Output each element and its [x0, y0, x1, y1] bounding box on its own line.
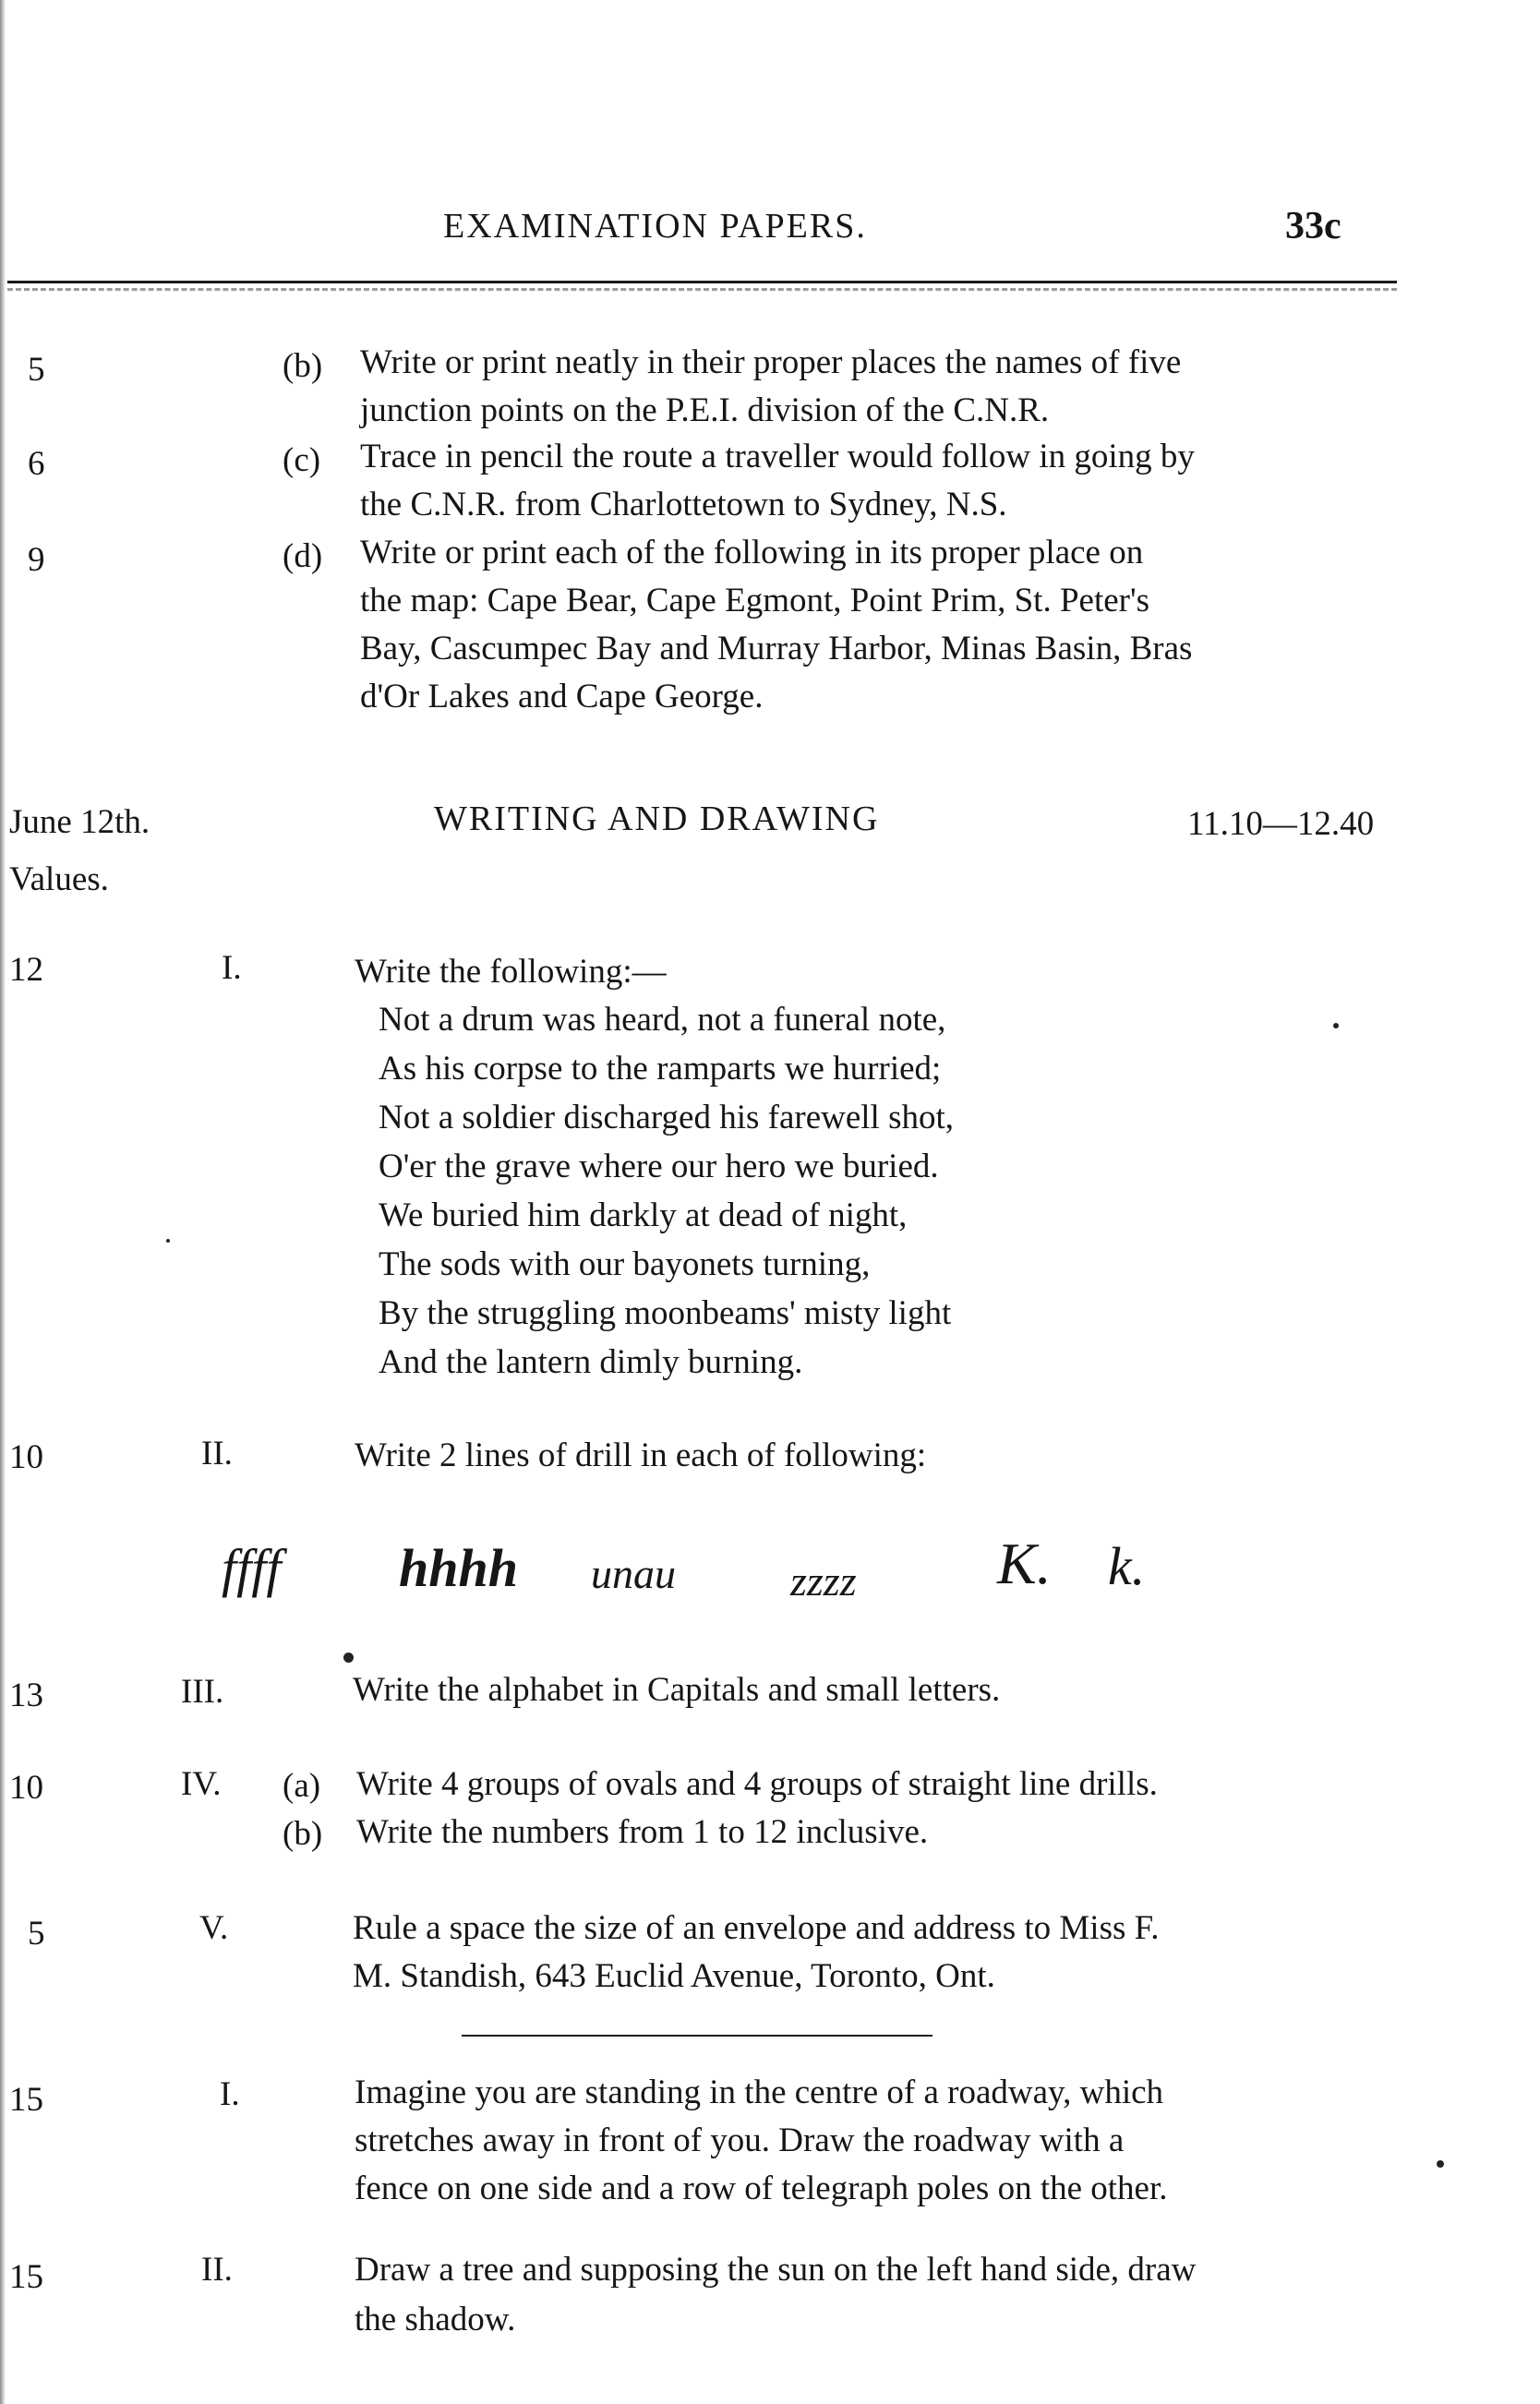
scan-speck [166, 1239, 170, 1243]
question-text-line: d'Or Lakes and Cape George. [360, 678, 764, 715]
scan-speck [1437, 2160, 1444, 2168]
page-title: EXAMINATION PAPERS. [443, 207, 867, 246]
question-text: Write the alphabet in Capitals and small letters. [353, 1671, 1001, 1709]
question-part-label: (a) [283, 1767, 321, 1805]
question-text-line: the map: Cape Bear, Cape Egmont, Point Prim, St. Peter's [360, 582, 1150, 619]
question-number: I. [222, 949, 242, 987]
question-text-line: Write or print neatly in their proper places the names of five [360, 343, 1182, 381]
question-part-label: (b) [283, 347, 323, 385]
question-text: Write the following:— [355, 953, 667, 991]
question-number: II. [201, 1435, 233, 1472]
question-text-line: M. Standish, 643 Euclid Avenue, Toronto, Ont. [353, 1957, 995, 1995]
question-value: 15 [9, 2258, 43, 2296]
exam-date: June 12th. [9, 803, 150, 841]
question-text-line: Rule a space the size of an envelope and address to Miss F. [353, 1909, 1160, 1947]
question-text: Write the numbers from 1 to 12 inclusive. [356, 1813, 929, 1851]
question-text-line: fence on one side and a row of telegraph poles on the other. [355, 2170, 1168, 2207]
question-value: 10 [9, 1438, 43, 1476]
question-part-label: (d) [283, 537, 323, 575]
question-value: 9 [28, 541, 45, 579]
question-text-line: Trace in pencil the route a traveller would follow in going by [360, 438, 1195, 475]
drill-sample: K. [997, 1531, 1052, 1596]
poem-line: The sods with our bayonets turning, [379, 1245, 871, 1283]
question-text-line: the C.N.R. from Charlottetown to Sydney, N.S. [360, 486, 1007, 523]
scan-speck [343, 1653, 354, 1663]
scan-speck [1333, 1023, 1339, 1028]
question-value: 5 [28, 351, 45, 389]
question-text-line: Draw a tree and supposing the sun on the left hand side, draw [355, 2251, 1197, 2289]
question-part-label: (b) [283, 1815, 323, 1853]
question-part-label: (c) [283, 441, 321, 479]
question-value: 15 [9, 2081, 43, 2119]
drill-sample: k. [1108, 1536, 1146, 1596]
question-value: 6 [28, 445, 45, 483]
drill-sample: unau [591, 1550, 676, 1597]
question-text: Write 2 lines of drill in each of following: [355, 1436, 927, 1474]
question-number: III. [181, 1673, 224, 1711]
question-number: V. [199, 1909, 229, 1947]
drill-sample: zzzz [790, 1557, 857, 1605]
poem-line: As his corpse to the ramparts we hurried; [379, 1050, 942, 1088]
drill-sample: hhhh [399, 1538, 519, 1598]
question-number: IV. [181, 1765, 222, 1803]
question-text-line: Write or print each of the following in its proper place on [360, 534, 1144, 571]
poem-line: And the lantern dimly burning. [379, 1343, 803, 1381]
exam-time: 11.10—12.40 [1187, 805, 1375, 843]
question-value: 12 [9, 951, 43, 989]
poem-line: We buried him darkly at dead of night, [379, 1196, 908, 1234]
poem-line: Not a drum was heard, not a funeral note, [379, 1001, 946, 1039]
header-rule-dotted [7, 288, 1397, 291]
question-text-line: stretches away in front of you. Draw the roadway with a [355, 2122, 1125, 2159]
section-title: WRITING AND DRAWING [434, 799, 880, 838]
section-divider [462, 2035, 932, 2037]
poem-line: By the struggling moonbeams' misty light [379, 1294, 952, 1332]
page-edge-shadow [0, 0, 6, 2404]
page-number: 33c [1285, 205, 1341, 247]
values-label: Values. [9, 860, 109, 898]
question-text-line: the shadow. [355, 2301, 516, 2338]
poem-line: O'er the grave where our hero we buried. [379, 1148, 939, 1185]
question-value: 13 [9, 1677, 43, 1714]
header-rule [7, 281, 1397, 283]
drill-sample: ffff [222, 1538, 282, 1598]
question-value: 10 [9, 1769, 43, 1807]
poem-line: Not a soldier discharged his farewell shot, [379, 1099, 955, 1136]
question-number: I. [220, 2075, 240, 2113]
question-text-line: junction points on the P.E.I. division of the C.N.R. [360, 391, 1050, 429]
question-number: II. [201, 2251, 233, 2289]
question-text-line: Bay, Cascumpec Bay and Murray Harbor, Minas Basin, Bras [360, 630, 1193, 667]
question-text: Write 4 groups of ovals and 4 groups of straight line drills. [356, 1765, 1158, 1803]
question-value: 5 [28, 1915, 45, 1953]
question-text-line: Imagine you are standing in the centre of a roadway, which [355, 2073, 1164, 2111]
